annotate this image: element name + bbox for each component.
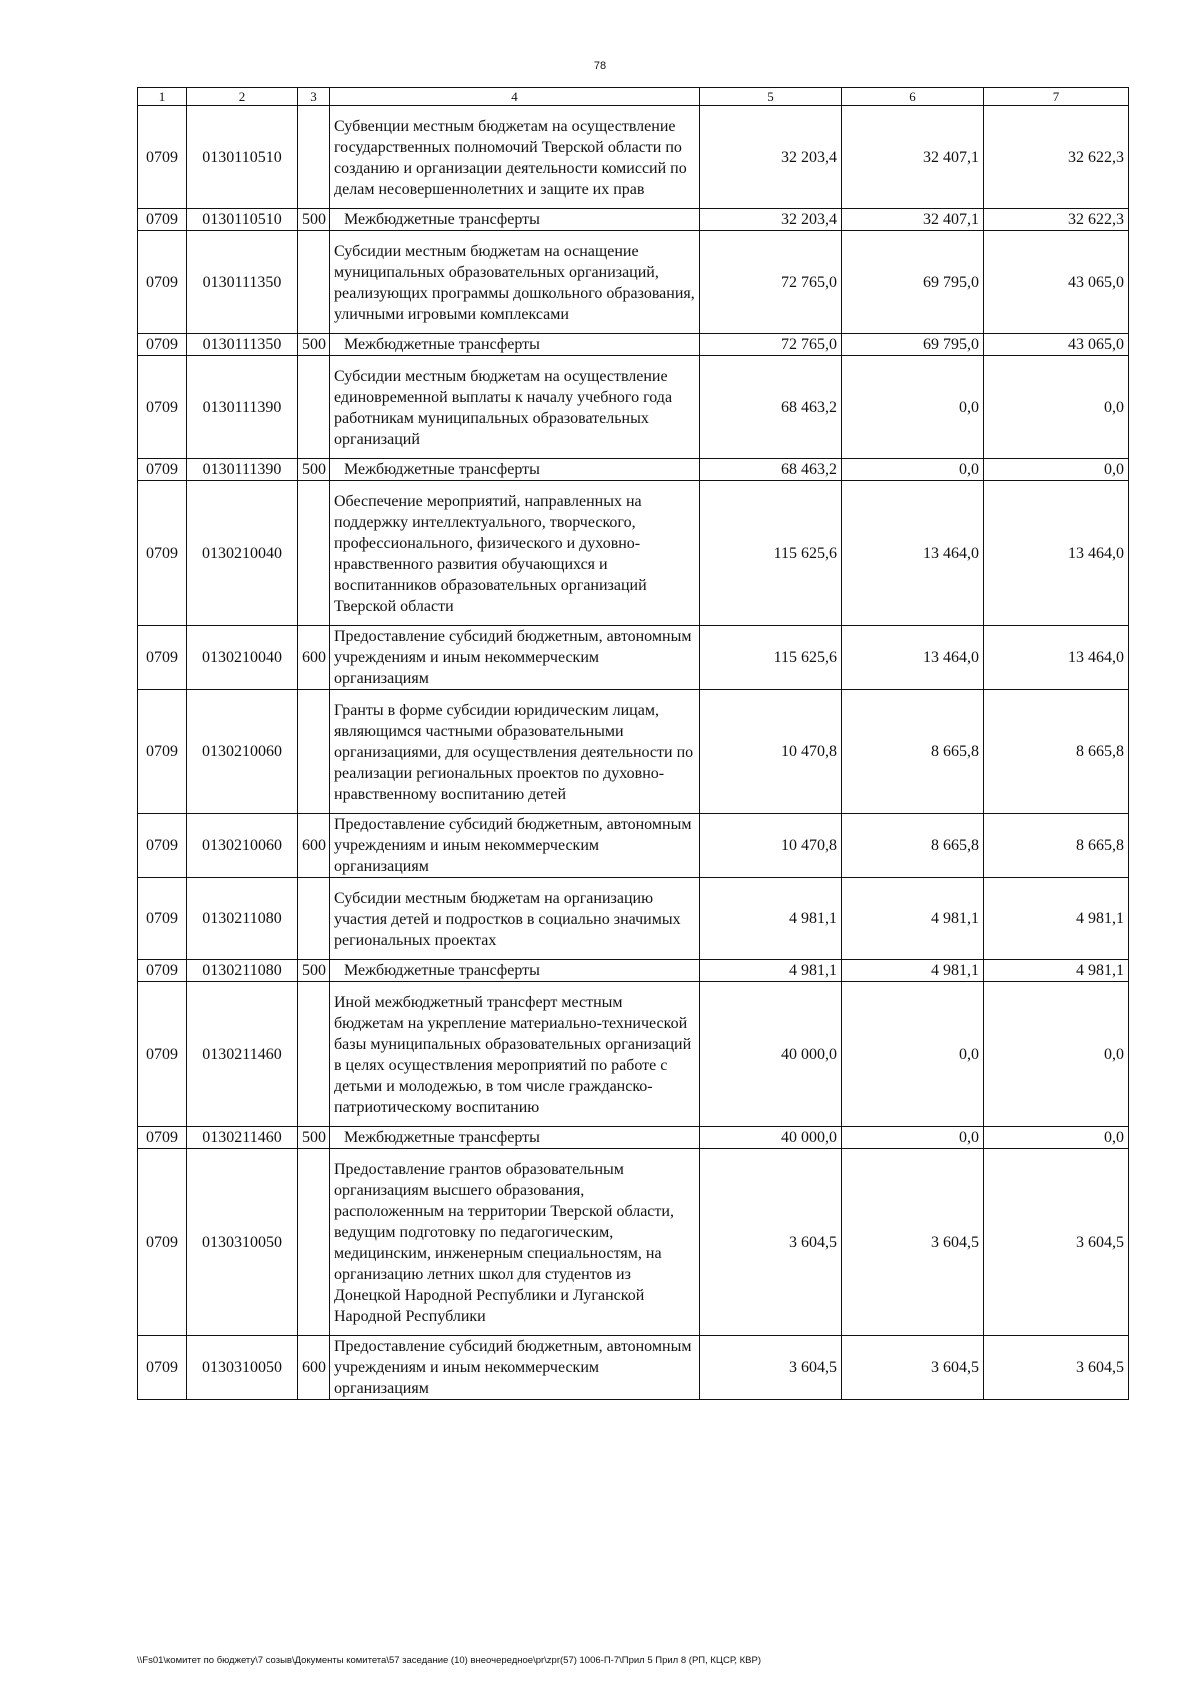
cell-expense-type xyxy=(298,982,330,1127)
cell-target-code: 0130110510 xyxy=(187,209,298,231)
table-row xyxy=(138,960,1129,982)
cell-amount-year-2: 3 604,5 xyxy=(842,1149,984,1336)
cell-section-code: 0709 xyxy=(138,231,187,334)
cell-section-code: 0709 xyxy=(138,878,187,960)
cell-amount-year-2: 0,0 xyxy=(842,1127,984,1149)
cell-section-code: 0709 xyxy=(138,106,187,209)
table-body xyxy=(138,106,1129,1400)
cell-amount-year-3: 3 604,5 xyxy=(984,1336,1129,1400)
cell-amount-year-2: 4 981,1 xyxy=(842,878,984,960)
cell-amount-year-1: 68 463,2 xyxy=(700,459,842,481)
cell-section-code: 0709 xyxy=(138,814,187,878)
cell-item-name: Обеспечение мероприятий, направленных на поддержку интеллектуального, творческого, профессионального, физического и духовно-нравственного развития обучающихся и воспитанников образовательных организаций Тверской области xyxy=(330,481,700,626)
cell-target-code: 0130211080 xyxy=(187,960,298,982)
table-row xyxy=(138,690,1129,814)
cell-expense-type: 600 xyxy=(298,814,330,878)
cell-item-name: Субсидии местным бюджетам на оснащение муниципальных образовательных организаций, реализующих программы дошкольного образования, уличными игровыми комплексами xyxy=(330,231,700,334)
cell-amount-year-1: 68 463,2 xyxy=(700,356,842,459)
cell-expense-type: 500 xyxy=(298,209,330,231)
cell-amount-year-2: 32 407,1 xyxy=(842,106,984,209)
footer-file-path: \\Fs01\комитет по бюджету\7 созыв\Документы комитета\57 заседание (10) внеочередное\pr\zpr(57) 1006-П-7\Прил 5 Прил 8 (РП, КЦСР, КВР) xyxy=(137,1655,762,1666)
cell-expense-type: 500 xyxy=(298,334,330,356)
cell-amount-year-1: 10 470,8 xyxy=(700,690,842,814)
cell-amount-year-3: 43 065,0 xyxy=(984,334,1129,356)
cell-expense-type: 500 xyxy=(298,1127,330,1149)
cell-item-name: Межбюджетные трансферты xyxy=(330,1127,700,1149)
cell-amount-year-1: 32 203,4 xyxy=(700,106,842,209)
cell-amount-year-3: 4 981,1 xyxy=(984,878,1129,960)
cell-target-code: 0130211460 xyxy=(187,982,298,1127)
header-col-4: 4 xyxy=(330,88,700,106)
cell-amount-year-1: 4 981,1 xyxy=(700,878,842,960)
cell-target-code: 0130210060 xyxy=(187,690,298,814)
cell-expense-type xyxy=(298,690,330,814)
cell-section-code: 0709 xyxy=(138,459,187,481)
cell-item-name: Межбюджетные трансферты xyxy=(330,459,700,481)
cell-section-code: 0709 xyxy=(138,334,187,356)
table-row xyxy=(138,356,1129,459)
table-row xyxy=(138,106,1129,209)
cell-amount-year-1: 4 981,1 xyxy=(700,960,842,982)
table-row xyxy=(138,626,1129,690)
cell-amount-year-2: 32 407,1 xyxy=(842,209,984,231)
cell-target-code: 0130111390 xyxy=(187,356,298,459)
cell-item-name: Субсидии местным бюджетам на организацию участия детей и подростков в социально значимых региональных проектах xyxy=(330,878,700,960)
cell-amount-year-3: 8 665,8 xyxy=(984,690,1129,814)
header-col-3: 3 xyxy=(298,88,330,106)
cell-amount-year-1: 40 000,0 xyxy=(700,982,842,1127)
table-row xyxy=(138,878,1129,960)
table-row xyxy=(138,982,1129,1127)
cell-amount-year-2: 69 795,0 xyxy=(842,334,984,356)
cell-amount-year-2: 8 665,8 xyxy=(842,690,984,814)
cell-amount-year-1: 40 000,0 xyxy=(700,1127,842,1149)
cell-item-name: Предоставление субсидий бюджетным, автономным учреждениям и иным некоммерческим организациям xyxy=(330,814,700,878)
cell-item-name: Иной межбюджетный трансферт местным бюджетам на укрепление материально-технической базы муниципальных образовательных организаций в целях осуществления мероприятий по работе с детьми и молодежью, в том числе гражданско-патриотическому воспитанию xyxy=(330,982,700,1127)
cell-amount-year-1: 32 203,4 xyxy=(700,209,842,231)
cell-amount-year-1: 10 470,8 xyxy=(700,814,842,878)
cell-expense-type xyxy=(298,878,330,960)
header-col-7: 7 xyxy=(984,88,1129,106)
table-row xyxy=(138,1336,1129,1400)
cell-target-code: 0130210040 xyxy=(187,481,298,626)
cell-target-code: 0130111350 xyxy=(187,231,298,334)
cell-section-code: 0709 xyxy=(138,481,187,626)
cell-amount-year-3: 32 622,3 xyxy=(984,209,1129,231)
cell-item-name: Межбюджетные трансферты xyxy=(330,334,700,356)
cell-amount-year-2: 0,0 xyxy=(842,356,984,459)
header-col-6: 6 xyxy=(842,88,984,106)
cell-expense-type: 500 xyxy=(298,960,330,982)
cell-amount-year-3: 8 665,8 xyxy=(984,814,1129,878)
cell-expense-type xyxy=(298,106,330,209)
cell-section-code: 0709 xyxy=(138,209,187,231)
cell-target-code: 0130211080 xyxy=(187,878,298,960)
cell-expense-type: 600 xyxy=(298,626,330,690)
cell-target-code: 0130110510 xyxy=(187,106,298,209)
cell-amount-year-2: 4 981,1 xyxy=(842,960,984,982)
cell-amount-year-2: 3 604,5 xyxy=(842,1336,984,1400)
cell-amount-year-3: 3 604,5 xyxy=(984,1149,1129,1336)
budget-table xyxy=(137,87,1129,1400)
cell-item-name: Предоставление субсидий бюджетным, автономным учреждениям и иным некоммерческим организациям xyxy=(330,626,700,690)
cell-amount-year-2: 0,0 xyxy=(842,459,984,481)
cell-section-code: 0709 xyxy=(138,1127,187,1149)
cell-target-code: 0130111390 xyxy=(187,459,298,481)
cell-item-name: Межбюджетные трансферты xyxy=(330,960,700,982)
cell-item-name: Предоставление грантов образовательным организациям высшего образования, расположенным на территории Тверской области, ведущим подготовку по педагогическим, медицинским, инженерным специальностям, на организацию летних школ для студентов из Донецкой Народной Республики и Луганской Народной Республики xyxy=(330,1149,700,1336)
cell-item-name: Субсидии местным бюджетам на осуществление единовременной выплаты к началу учебного года работникам муниципальных образовательных организаций xyxy=(330,356,700,459)
cell-amount-year-3: 0,0 xyxy=(984,356,1129,459)
cell-amount-year-2: 8 665,8 xyxy=(842,814,984,878)
table-row xyxy=(138,459,1129,481)
cell-expense-type: 600 xyxy=(298,1336,330,1400)
cell-expense-type: 500 xyxy=(298,459,330,481)
cell-item-name: Субвенции местным бюджетам на осуществление государственных полномочий Тверской области по созданию и организации деятельности комиссий по делам несовершеннолетних и защите их прав xyxy=(330,106,700,209)
cell-target-code: 0130111350 xyxy=(187,334,298,356)
cell-section-code: 0709 xyxy=(138,1149,187,1336)
cell-amount-year-3: 32 622,3 xyxy=(984,106,1129,209)
table-row xyxy=(138,1149,1129,1336)
table-header-row xyxy=(138,88,1129,106)
cell-target-code: 0130310050 xyxy=(187,1149,298,1336)
cell-amount-year-1: 72 765,0 xyxy=(700,334,842,356)
cell-target-code: 0130211460 xyxy=(187,1127,298,1149)
table-row xyxy=(138,814,1129,878)
table-row xyxy=(138,481,1129,626)
cell-amount-year-1: 115 625,6 xyxy=(700,481,842,626)
cell-item-name: Предоставление субсидий бюджетным, автономным учреждениям и иным некоммерческим организациям xyxy=(330,1336,700,1400)
cell-item-name: Гранты в форме субсидии юридическим лицам, являющимся частными образовательными организациями, для осуществления деятельности по реализации региональных проектов по духовно-нравственному воспитанию детей xyxy=(330,690,700,814)
cell-amount-year-3: 0,0 xyxy=(984,982,1129,1127)
cell-target-code: 0130210040 xyxy=(187,626,298,690)
table-row xyxy=(138,1127,1129,1149)
cell-target-code: 0130310050 xyxy=(187,1336,298,1400)
cell-expense-type xyxy=(298,1149,330,1336)
cell-section-code: 0709 xyxy=(138,960,187,982)
table-row xyxy=(138,334,1129,356)
cell-amount-year-3: 0,0 xyxy=(984,1127,1129,1149)
budget-table-container xyxy=(137,87,1128,1400)
page-number: 78 xyxy=(593,60,607,72)
cell-section-code: 0709 xyxy=(138,356,187,459)
header-col-1: 1 xyxy=(138,88,187,106)
table-row xyxy=(138,231,1129,334)
cell-target-code: 0130210060 xyxy=(187,814,298,878)
cell-expense-type xyxy=(298,481,330,626)
cell-amount-year-2: 13 464,0 xyxy=(842,481,984,626)
cell-expense-type xyxy=(298,231,330,334)
cell-section-code: 0709 xyxy=(138,1336,187,1400)
cell-amount-year-1: 72 765,0 xyxy=(700,231,842,334)
cell-amount-year-2: 0,0 xyxy=(842,982,984,1127)
cell-amount-year-3: 0,0 xyxy=(984,459,1129,481)
cell-amount-year-1: 115 625,6 xyxy=(700,626,842,690)
cell-amount-year-2: 13 464,0 xyxy=(842,626,984,690)
cell-amount-year-3: 13 464,0 xyxy=(984,481,1129,626)
header-col-5: 5 xyxy=(700,88,842,106)
table-row xyxy=(138,209,1129,231)
header-col-2: 2 xyxy=(187,88,298,106)
cell-amount-year-1: 3 604,5 xyxy=(700,1336,842,1400)
cell-amount-year-3: 43 065,0 xyxy=(984,231,1129,334)
cell-amount-year-2: 69 795,0 xyxy=(842,231,984,334)
cell-amount-year-1: 3 604,5 xyxy=(700,1149,842,1336)
cell-section-code: 0709 xyxy=(138,626,187,690)
cell-section-code: 0709 xyxy=(138,982,187,1127)
cell-amount-year-3: 4 981,1 xyxy=(984,960,1129,982)
cell-expense-type xyxy=(298,356,330,459)
cell-amount-year-3: 13 464,0 xyxy=(984,626,1129,690)
cell-item-name: Межбюджетные трансферты xyxy=(330,209,700,231)
cell-section-code: 0709 xyxy=(138,690,187,814)
